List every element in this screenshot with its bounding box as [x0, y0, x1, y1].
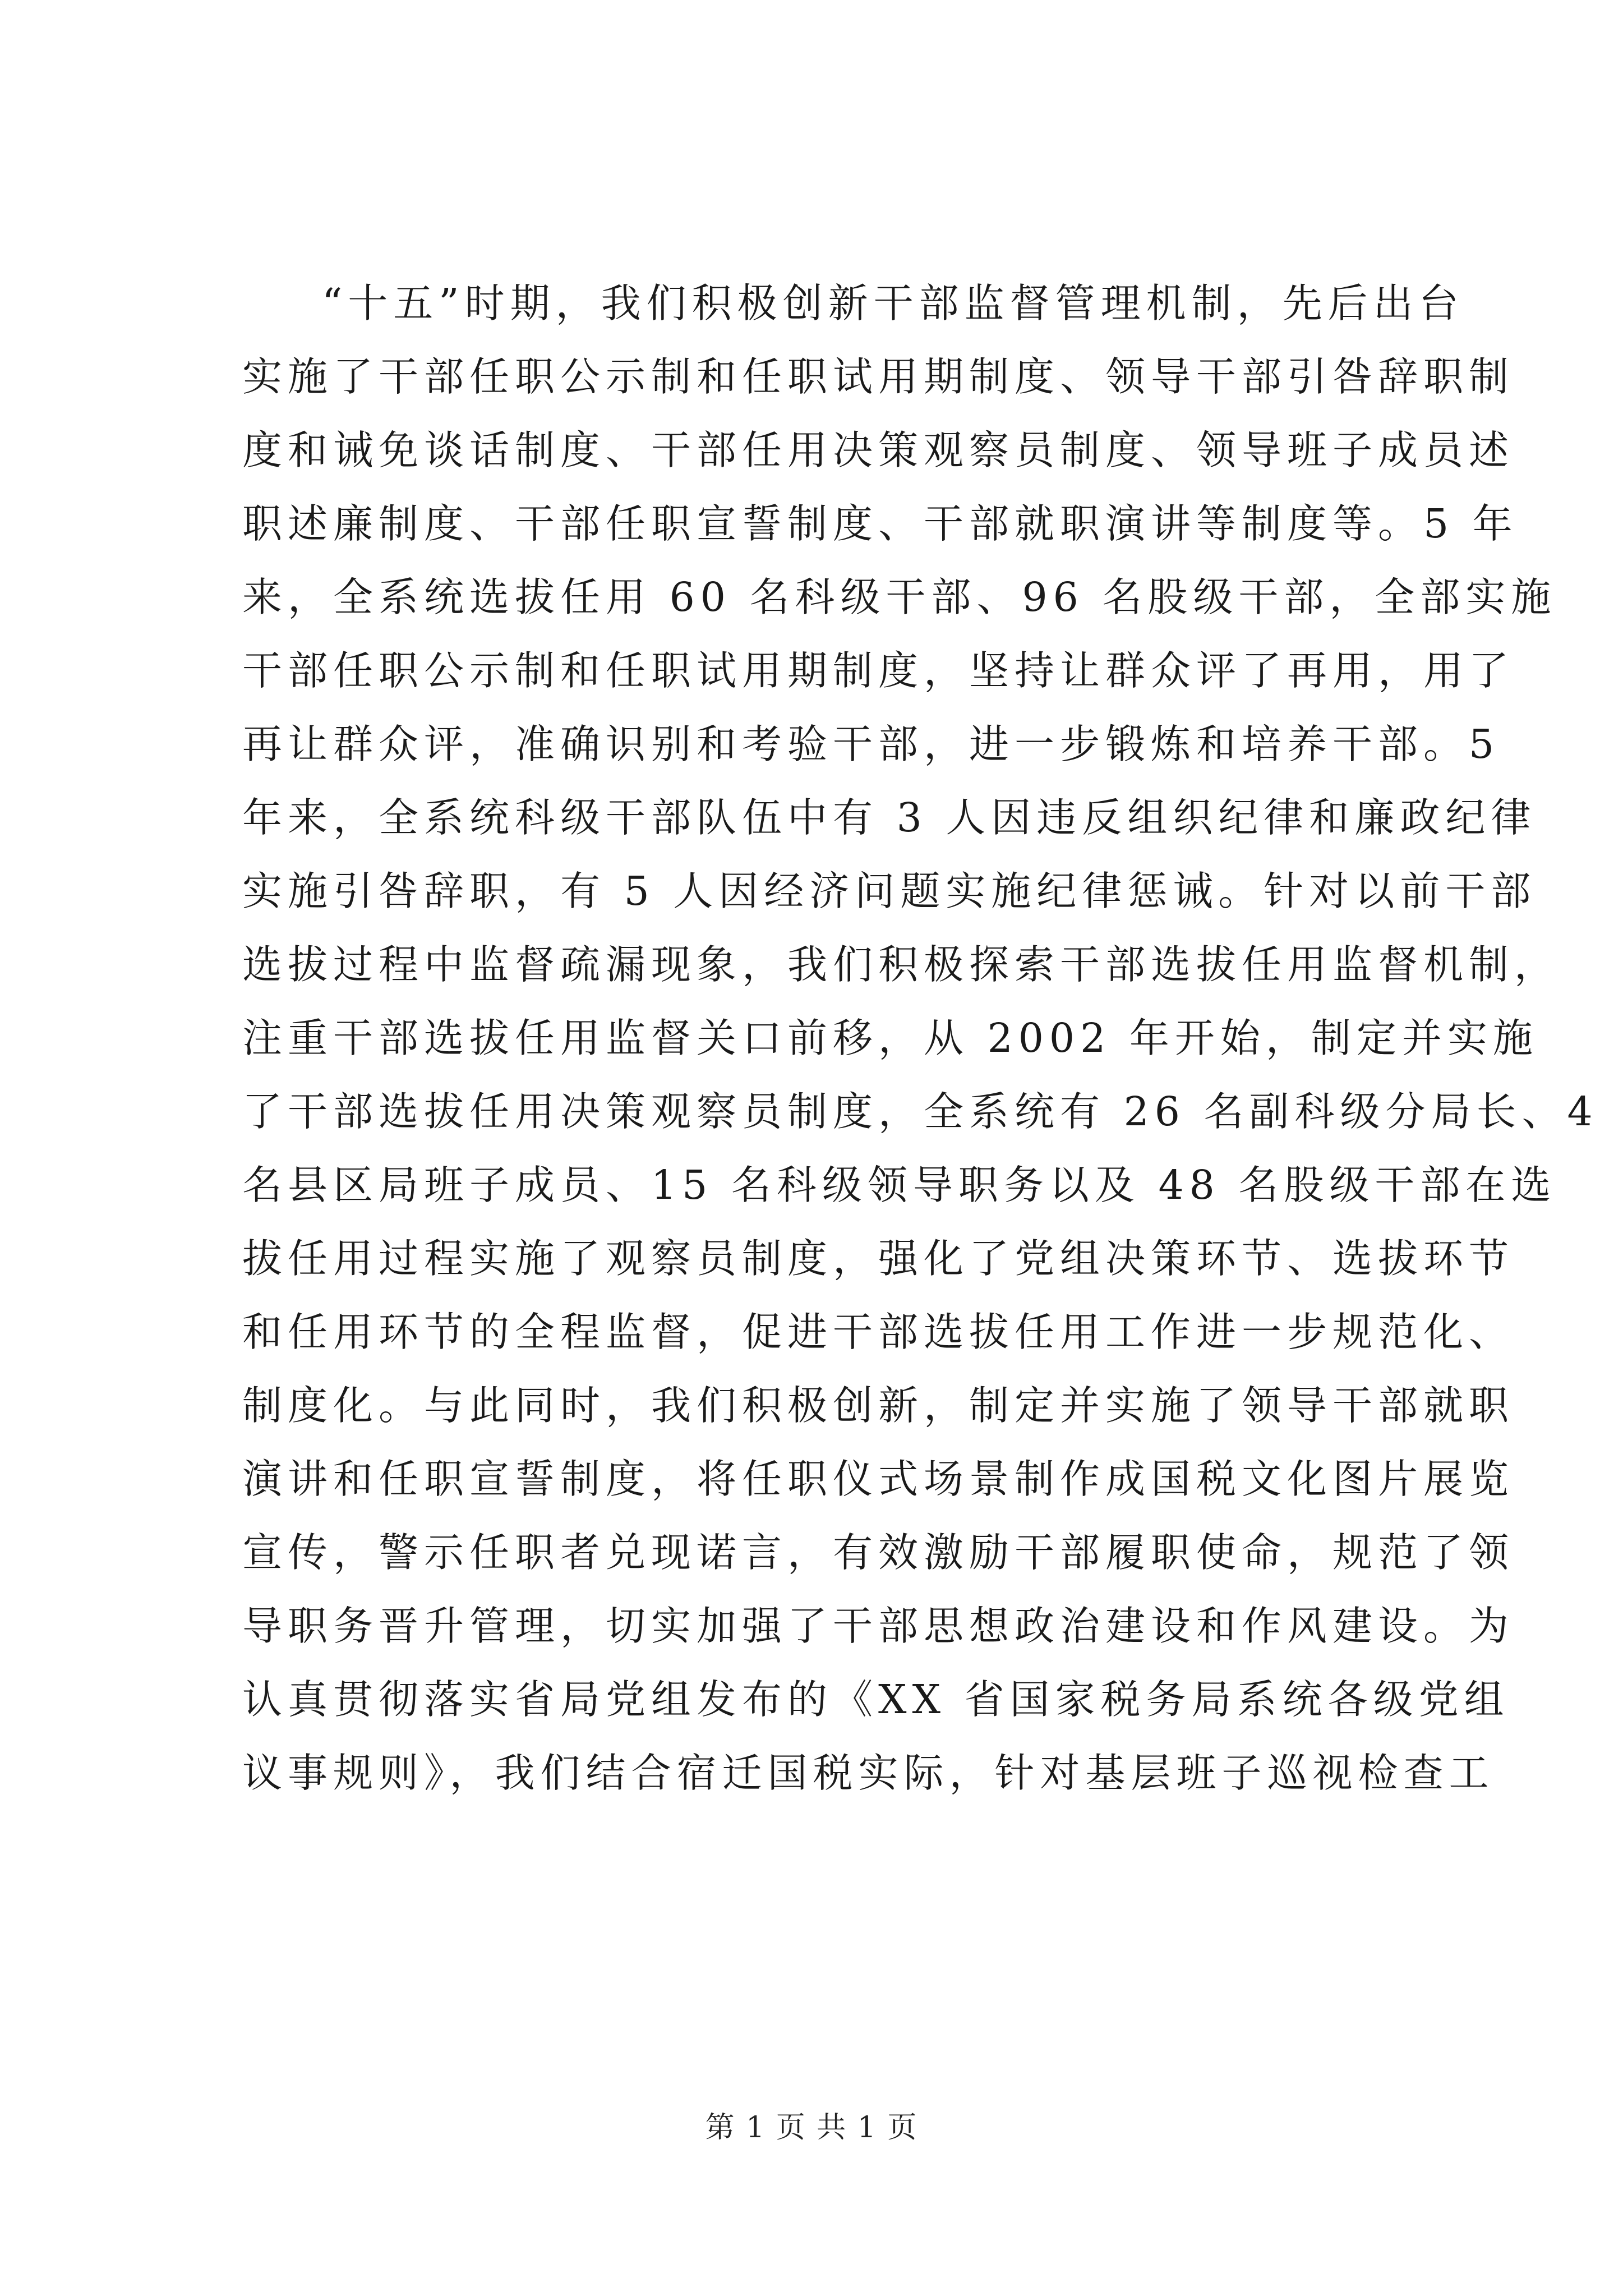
paragraph-line: 选拔过程中监督疏漏现象，我们积极探索干部选拔任用监督机制， [242, 941, 1560, 988]
paragraph-line: 度和诫免谈话制度、干部任用决策观察员制度、领导班子成员述 [242, 427, 1515, 473]
page-footer [0, 2104, 1623, 2146]
paragraph-line: 干部任职公示制和任职试用期制度，坚持让群众评了再用，用了 [242, 647, 1515, 694]
paragraph-line: 认真贯彻落实省局党组发布的《XX 省国家税务局系统各级党组 [242, 1676, 1510, 1723]
paragraph-line: 名县区局班子成员、15 名科级领导职务以及 48 名股级干部在选 [242, 1162, 1557, 1208]
paragraph-line: 了干部选拔任用决策观察员制度，全系统有 26 名副科级分局长、4 [242, 1088, 1598, 1135]
body-paragraph [242, 266, 1598, 1810]
paragraph-line: 再让群众评，准确识别和考验干部，进一步锻炼和培养干部。5 [242, 721, 1500, 767]
paragraph-line: 职述廉制度、干部任职宣誓制度、干部就职演讲等制度等。5 年 [242, 500, 1518, 547]
paragraph-line: 来，全系统选拔任用 60 名科级干部、96 名股级干部，全部实施 [242, 574, 1557, 620]
paragraph-line: “十五”时期，我们积极创新干部监督管理机制，先后出台 [322, 280, 1464, 326]
paragraph-line: 议事规则》，我们结合宿迁国税实际，针对基层班子巡视检查工 [242, 1750, 1495, 1796]
paragraph-line: 年来，全系统科级干部队伍中有 3 人因违反组织纪律和廉政纪律 [242, 794, 1537, 841]
page-number-label: 第 1 页 共 1 页 [705, 2111, 918, 2145]
paragraph-line: 拔任用过程实施了观察员制度，强化了党组决策环节、选拔环节 [242, 1235, 1515, 1282]
paragraph-line: 实施了干部任职公示制和任职试用期制度、领导干部引咎辞职制 [242, 353, 1515, 400]
paragraph-line: 实施引咎辞职，有 5 人因经济问题实施纪律惩诫。针对以前干部 [242, 868, 1537, 914]
paragraph-line: 演讲和任职宣誓制度，将任职仪式场景制作成国税文化图片展览 [242, 1456, 1515, 1502]
paragraph-line: 和任用环节的全程监督，促进干部选拔任用工作进一步规范化、 [242, 1309, 1515, 1355]
paragraph-line: 注重干部选拔任用监督关口前移，从 2002 年开始，制定并实施 [242, 1015, 1538, 1061]
paragraph-line: 导职务晋升管理，切实加强了干部思想政治建设和作风建设。为 [242, 1603, 1515, 1649]
paragraph-line: 制度化。与此同时，我们积极创新，制定并实施了领导干部就职 [242, 1382, 1515, 1429]
paragraph-line: 宣传，警示任职者兑现诺言，有效激励干部履职使命，规范了领 [242, 1529, 1515, 1576]
